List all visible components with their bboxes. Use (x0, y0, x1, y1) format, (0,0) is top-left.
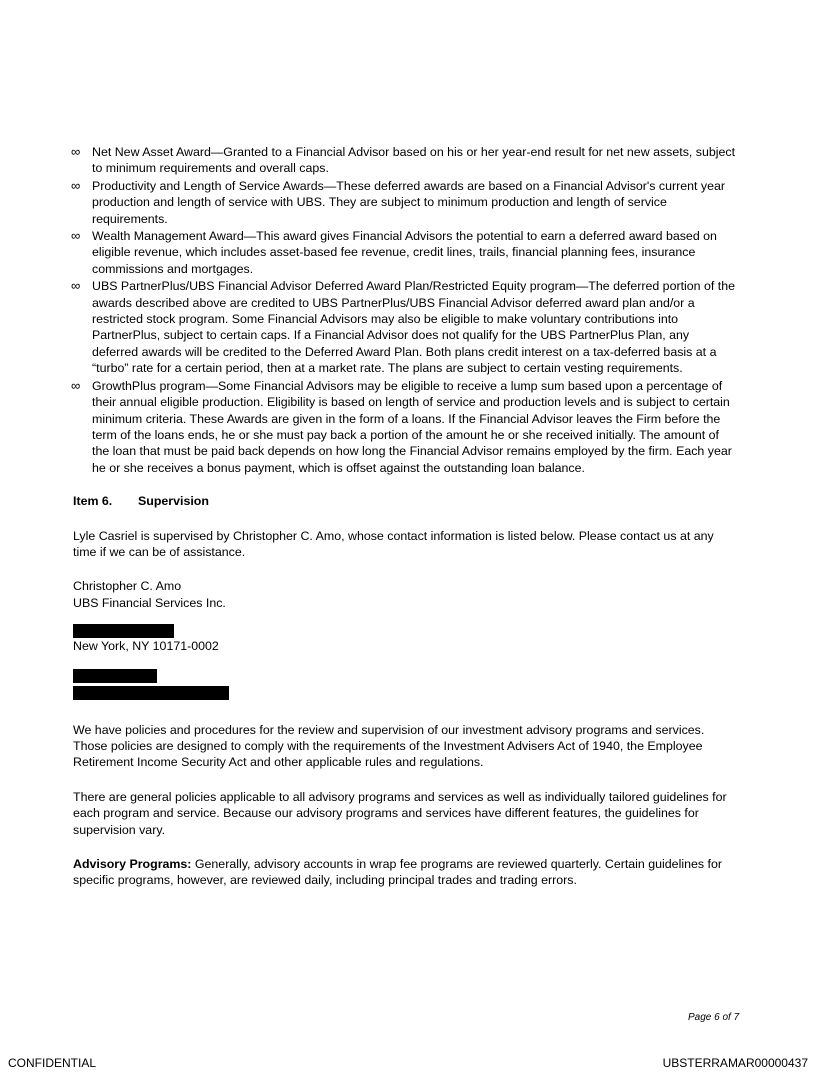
infinity-bullet-icon: ∞ (71, 377, 81, 393)
bullet-text: UBS PartnerPlus/UBS Financial Advisor Deferred Award Plan/Restricted Equity program—The deferred portion of the awards described above are credited to UBS PartnerPlus/UBS Financial Advisor deferred award plan and/or a restricted stock program. Some Financial Advisors may also be eligible to make voluntary contributions into PartnerPlus, subject to certain caps. If a Financial Advisor does not qualify for the UBS PartnerPlus Plan, any deferred awards will be credited to the Deferred Award Plan. Both plans credit interest on a tax-deferred basis at a “turbo” rate for a certain period, then at a market rate. The plans are subject to certain vesting requirements. (92, 279, 736, 376)
list-item (73, 378, 737, 476)
section-number: Item 6. (73, 494, 113, 509)
list-item (73, 228, 737, 277)
bullet-text: GrowthPlus program—Some Financial Advisors may be eligible to receive a lump sum based upon a percentage of their annual eligible production. Eligibility is based on length of service and production levels and is subject to certain minimum criteria. These Awards are given in the form of a loans. If the Financial Advisor leaves the Firm before the term of the loans ends, he or she must pay back a portion of the amount he or she received initially. The amount of the loan that must be paid back depends on how long the Financial Advisor remains employed by the firm. Each year he or she receives a bonus payment, which is offset against the outstanding loan balance. (92, 378, 732, 475)
policy-paragraph: We have policies and procedures for the review and supervision of our investment advisory programs and services. Those policies are designed to comply with the requirements of the Investment Advisers Act of 1940, the Employee Retirement Income Security Act and other applicable rules and regulations. (73, 722, 705, 770)
section-heading (73, 493, 737, 509)
advisory-programs-label: Advisory Programs: (73, 857, 192, 871)
infinity-bullet-icon: ∞ (71, 144, 81, 159)
redaction-bar (73, 686, 229, 700)
contact-name: Christopher C. Amo (73, 579, 182, 594)
supervision-intro: Lyle Casriel is supervised by Christopher C. Amo, whose contact information is listed below. Please contact us at any time if we can be of assistance. (73, 528, 714, 559)
document-body (73, 144, 737, 889)
advisory-programs-text: Generally, advisory accounts in wrap fee programs are reviewed quarterly. Certain guidelines for specific programs, however, are reviewed daily, including principal trades and trading errors. (73, 857, 722, 888)
infinity-bullet-icon: ∞ (71, 278, 81, 294)
contact-city: New York, NY 10171-0002 (73, 639, 219, 654)
redaction-bar (73, 669, 157, 683)
confidential-footer: CONFIDENTIAL (8, 1056, 97, 1070)
list-item (73, 178, 737, 227)
bullet-text: Wealth Management Award—This award gives Financial Advisors the potential to earn a deferred award based on eligible revenue, which includes asset-based fee revenue, credit lines, trails, financial planning fees, insurance commissions and mortgages. (92, 229, 717, 276)
redaction-bar (73, 624, 174, 638)
list-item (73, 144, 737, 177)
bullet-text: Net New Asset Award—Granted to a Financial Advisor based on his or her year-end result for net new assets, subject to minimum requirements and overall caps. (92, 145, 736, 176)
contact-company: UBS Financial Services Inc. (73, 595, 226, 610)
infinity-bullet-icon: ∞ (71, 228, 81, 244)
section-title: Supervision (138, 494, 209, 509)
contact-block (73, 578, 737, 699)
advisory-programs-paragraph (73, 856, 737, 889)
bates-number: UBSTERRAMAR00000437 (662, 1056, 808, 1070)
infinity-bullet-icon: ∞ (71, 177, 81, 193)
bullet-text: Productivity and Length of Service Awards—These deferred awards are based on a Financial Advisor's current year production and length of service with UBS. They are subject to minimum production and length of service requirements. (92, 178, 726, 226)
bullet-list (73, 144, 737, 476)
list-item (73, 278, 737, 376)
page-number: Page 6 of 7 (688, 1012, 740, 1023)
policy-paragraph: There are general policies applicable to all advisory programs and services as well as individually tailored guidelines for each program and service. Because our advisory programs and services have different features, the guidelines for supervision vary. (73, 789, 727, 837)
